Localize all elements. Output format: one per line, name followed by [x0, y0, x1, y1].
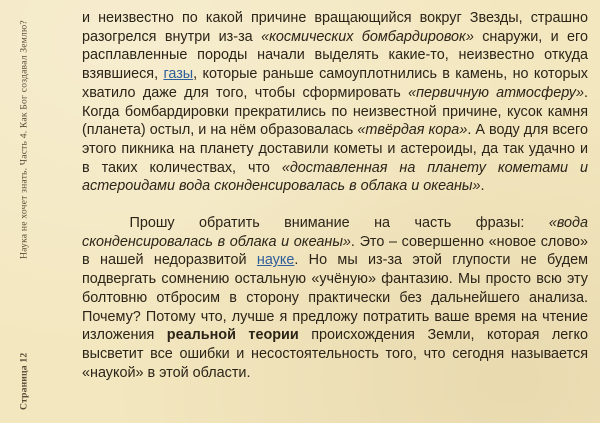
running-title: Наука не хочет знать. Часть 4. Как Бог создавал Землю? — [18, 20, 30, 259]
page-number: Страница 12 — [18, 352, 30, 410]
quote-cosmic-bombardments: «космических бомбардировок» — [261, 28, 474, 45]
text-run: . Но мы из-за этой глупости не будем подвергать сомнению остальную «учёную» фантазию. Мы просто всю эту болтовню отбросим в сторону практически без дальнейшего анализа. Почему? Потому что, лучше я предложу потратить ваше время на чтение изложения — [82, 252, 588, 344]
text-run: . А воду для всего этого пикника на планету доставили кометы и астероиды, да так удачно и в таких количествах, что — [82, 122, 588, 176]
quote-primary-atmosphere: «первичную атмосферу» — [408, 84, 584, 101]
quote-water-condensed: «вода сконденсировалась в облака и океаны» — [82, 215, 588, 250]
paragraph-1 — [82, 9, 588, 196]
text-run: и неизвестно по какой причине вращающийся вокруг Звезды, страшно разогрелся внутри из-за — [82, 10, 588, 45]
text-run: , которые раньше самоуплотнились в камень, но которых хватило даже для того, чтобы сформировать — [82, 66, 588, 101]
body-text — [82, 9, 588, 382]
text-run: Прошу обратить внимание на часть фразы: — [129, 215, 549, 232]
paragraph-2 — [82, 214, 588, 382]
text-run: . Когда бомбардировки прекратились по неизвестной причине, кусок камня (планета) остыл, и на нём образовалась — [82, 84, 588, 139]
quote-solid-crust: «твёрдая кора» — [357, 122, 468, 139]
quote-delivered-water: «доставленная на планету кометами и астероидами вода сконденсировалась в облака и океаны» — [82, 159, 588, 195]
link-science[interactable]: науке — [256, 252, 295, 269]
link-gases[interactable]: газы — [163, 66, 194, 83]
side-caption — [12, 20, 36, 410]
text-run: снаружи, и его расплавленные породы начали выделять какие-то, неизвестно откуда взявшиеся, — [82, 28, 588, 83]
emphasis-real-theory: реальной теории — [166, 327, 299, 344]
text-run: . Это – совершенно «новое слово» в нашей недоразвитой — [82, 233, 588, 269]
text-run: происхождения Земли, которая легко высветит все ошибки и несостоятельность того, что сегодня называется «наукой» в этой области. — [82, 327, 588, 381]
text-run: . — [480, 178, 485, 195]
